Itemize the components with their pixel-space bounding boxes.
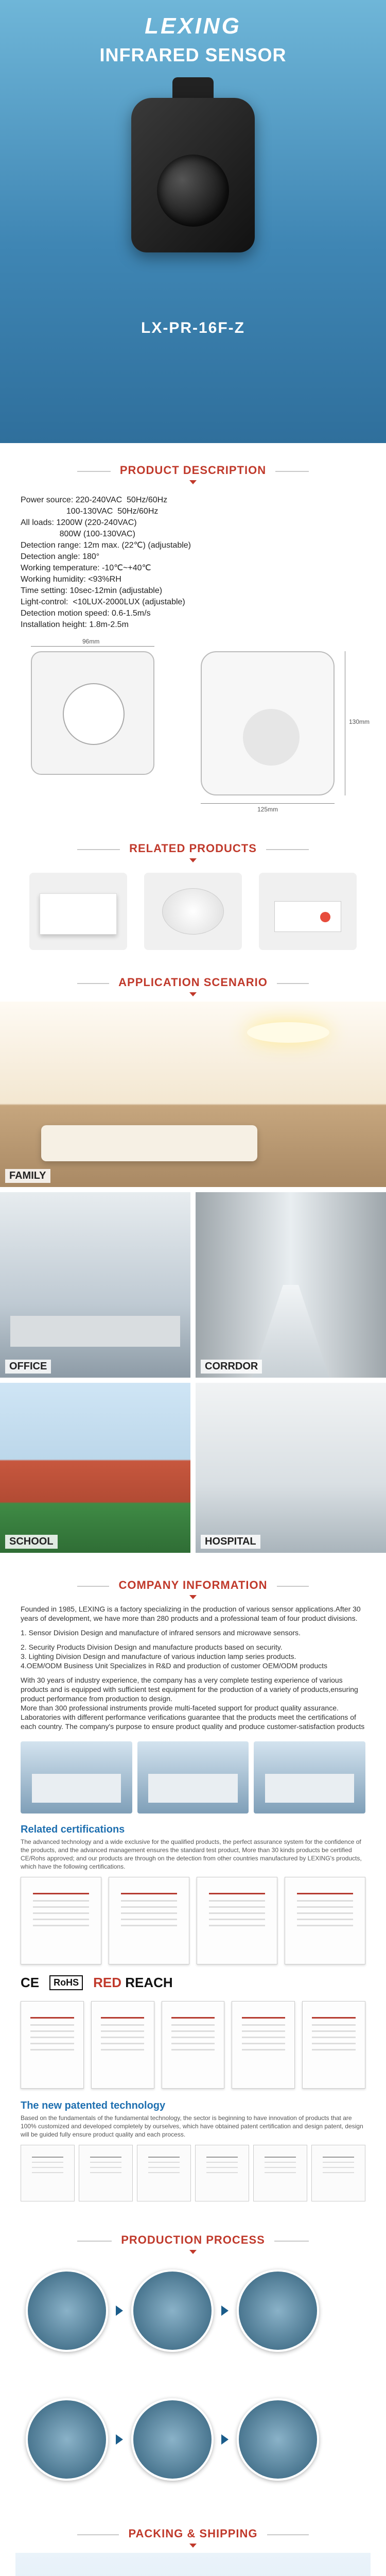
front-view-drawing	[31, 651, 154, 775]
process-arrow-icon	[116, 2434, 123, 2445]
certificate-documents	[0, 1871, 386, 1971]
process-step-photo	[237, 2269, 319, 2352]
sensor-product-image	[100, 77, 286, 283]
spec-line: Working temperature: -10℃~+40℃	[21, 564, 151, 572]
company-paragraph: Founded in 1985, LEXING is a factory specializing in the production of various sensor applications.After 30 years of development, we have more than 280 products and a professional team of four product divisions.	[21, 1605, 361, 1622]
spec-line: Light-control: <10LUX-2000LUX (adjustable)	[21, 598, 185, 606]
spec-line: Time setting: 10sec-12min (adjustable)	[21, 586, 163, 595]
patent-text: Based on the fundamentals of the fundamental technology, the sector is beginning to have innovation of products that are 100% customized and developed completely by ourselves, which have obtained patent certification and design patent, design will be guided fully ensure product quality and each process.	[21, 2114, 363, 2138]
related-product-panel-light[interactable]	[29, 873, 127, 950]
scenario-corridor-image	[196, 1192, 386, 1378]
scenario-family-image	[0, 1002, 386, 1187]
hero-banner	[0, 0, 386, 443]
section-heading-company: COMPANY INFORMATION	[0, 1568, 386, 1604]
company-description	[0, 1604, 386, 1731]
certificate-document	[21, 1877, 101, 1964]
process-arrow-icon	[116, 2306, 123, 2316]
certificate-document	[21, 2001, 84, 2089]
related-products	[0, 868, 386, 965]
process-arrow-icon	[221, 2306, 229, 2316]
patent-title: The new patented technology	[21, 2100, 166, 2111]
hero-title: INFRARED SENSOR	[99, 44, 287, 65]
width-dimension: 96mm	[82, 638, 100, 645]
rohs-mark: RoHS	[49, 1975, 83, 1990]
certificate-documents-row2	[0, 1995, 386, 2095]
spec-line: Installation height: 1.8m-2.5m	[21, 620, 129, 629]
scenario-label: OFFICE	[5, 1360, 51, 1374]
company-paragraph: 2. Security Products Division Design and manufacture products based on security. 3. Lighting Division Design and manufacture of various induction lamp series products. 4.OEM/ODM Business Unit Specializes in R&D and production of customer OEM/ODM products	[21, 1643, 327, 1670]
certifications-text: The advanced technology and a wide exclusive for the qualified products, the perfect assurance system for the confidence of the products, and the advanced management ensures the standard test product, More than 30 kinds products be certified CE/Rohs approved; and our products are through on the detection from other countries manufactured by LEXING's products, which have the following certifications.	[21, 1838, 362, 1870]
spec-line: 800W (100-130VAC)	[21, 530, 135, 538]
scenario-hospital-image	[196, 1383, 386, 1553]
company-paragraph: 1. Sensor Division Design and manufacture of infrared sensors and microwave sensors.	[21, 1629, 301, 1637]
heading-arrow-icon	[189, 992, 197, 996]
section-heading-process: PRODUCTION PROCESS	[0, 2223, 386, 2259]
process-step-photo	[26, 2398, 108, 2481]
production-process-diagram	[15, 2259, 371, 2501]
spec-line: Power source: 220-240VAC 50Hz/60Hz	[21, 496, 168, 504]
model-number: LX-PR-16F-Z	[141, 319, 245, 336]
scenario-school-image	[0, 1383, 190, 1553]
patent-document	[21, 2145, 75, 2201]
ce-mark: CE	[21, 1975, 40, 1990]
process-step-photo	[237, 2398, 319, 2481]
red-mark: RED	[93, 1975, 122, 1990]
section-heading-packing: PACKING & SHIPPING	[0, 2517, 386, 2553]
depth-dimension: 125mm	[257, 806, 278, 813]
dimension-diagram	[15, 638, 371, 821]
heading-arrow-icon	[189, 858, 197, 862]
process-arrow-icon	[221, 2434, 229, 2445]
scenario-gallery	[0, 1002, 386, 1558]
certificate-document	[232, 2001, 295, 2089]
patent-document	[137, 2145, 191, 2201]
certificate-document	[285, 1877, 365, 1964]
factory-photo	[254, 1741, 365, 1814]
factory-photo	[137, 1741, 249, 1814]
certification-marks	[0, 1971, 386, 1995]
certificate-document	[162, 2001, 225, 2089]
spec-line: Working humidity: <93%RH	[21, 575, 121, 584]
patent-document	[79, 2145, 133, 2201]
certifications-title: Related certifications	[21, 1824, 125, 1835]
reach-mark: REACH	[125, 1975, 173, 1990]
certificate-document	[91, 2001, 154, 2089]
patent-document	[195, 2145, 249, 2201]
scenario-label: CORRDOR	[201, 1360, 262, 1374]
certificate-document	[302, 2001, 365, 2089]
heading-arrow-icon	[189, 2544, 197, 2548]
related-product-ceiling-sensor[interactable]	[144, 873, 242, 950]
spec-line: Detection motion speed: 0.6-1.5m/s	[21, 609, 151, 618]
related-product-module[interactable]	[259, 873, 357, 950]
spec-line: All loads: 1200W (220-240VAC)	[21, 518, 137, 527]
scenario-office-image	[0, 1192, 190, 1378]
section-heading-description: PRODUCT DESCRIPTION	[0, 453, 386, 489]
certificate-document	[197, 1877, 277, 1964]
certificate-document	[109, 1877, 189, 1964]
spec-line: Detection angle: 180°	[21, 552, 100, 561]
spec-line: Detection range: 12m max. (22℃) (adjustable)	[21, 541, 191, 550]
heading-arrow-icon	[189, 2250, 197, 2254]
scenario-label: FAMILY	[5, 1169, 50, 1183]
heading-arrow-icon	[189, 1595, 197, 1599]
brand-logo: LEXING	[145, 13, 241, 39]
scenario-label: SCHOOL	[5, 1535, 58, 1549]
side-view-drawing	[201, 651, 335, 795]
packing-shipping-image	[15, 2553, 371, 2576]
spec-line: 100-130VAC 50Hz/60Hz	[21, 507, 159, 516]
process-step-photo	[131, 2398, 214, 2481]
patent-document	[253, 2145, 307, 2201]
process-step-photo	[131, 2269, 214, 2352]
factory-photo	[21, 1741, 132, 1814]
height-dimension: 130mm	[349, 718, 370, 725]
section-heading-related: RELATED PRODUCTS	[0, 832, 386, 868]
section-heading-scenario: APPLICATION SCENARIO	[0, 965, 386, 1002]
scenario-label: HOSPITAL	[201, 1535, 260, 1549]
heading-arrow-icon	[189, 480, 197, 484]
factory-photos	[0, 1736, 386, 1819]
patent-document	[311, 2145, 365, 2201]
patent-documents	[0, 2139, 386, 2208]
process-step-photo	[26, 2269, 108, 2352]
spec-list	[0, 489, 386, 631]
company-paragraph: With 30 years of industry experience, the company has a very complete testing experience of various products and is equipped with sufficient test equipment for the production of a variety of products,ensuring product performance from production to design. More than 300 professional instruments provide multi-faceted support for product quality assurance. Laboratories with different performance verifications guarantee that the products meet the certifications of each country. The company's purpose to ensure product quality and produce customer-satisfaction products	[21, 1676, 365, 1731]
